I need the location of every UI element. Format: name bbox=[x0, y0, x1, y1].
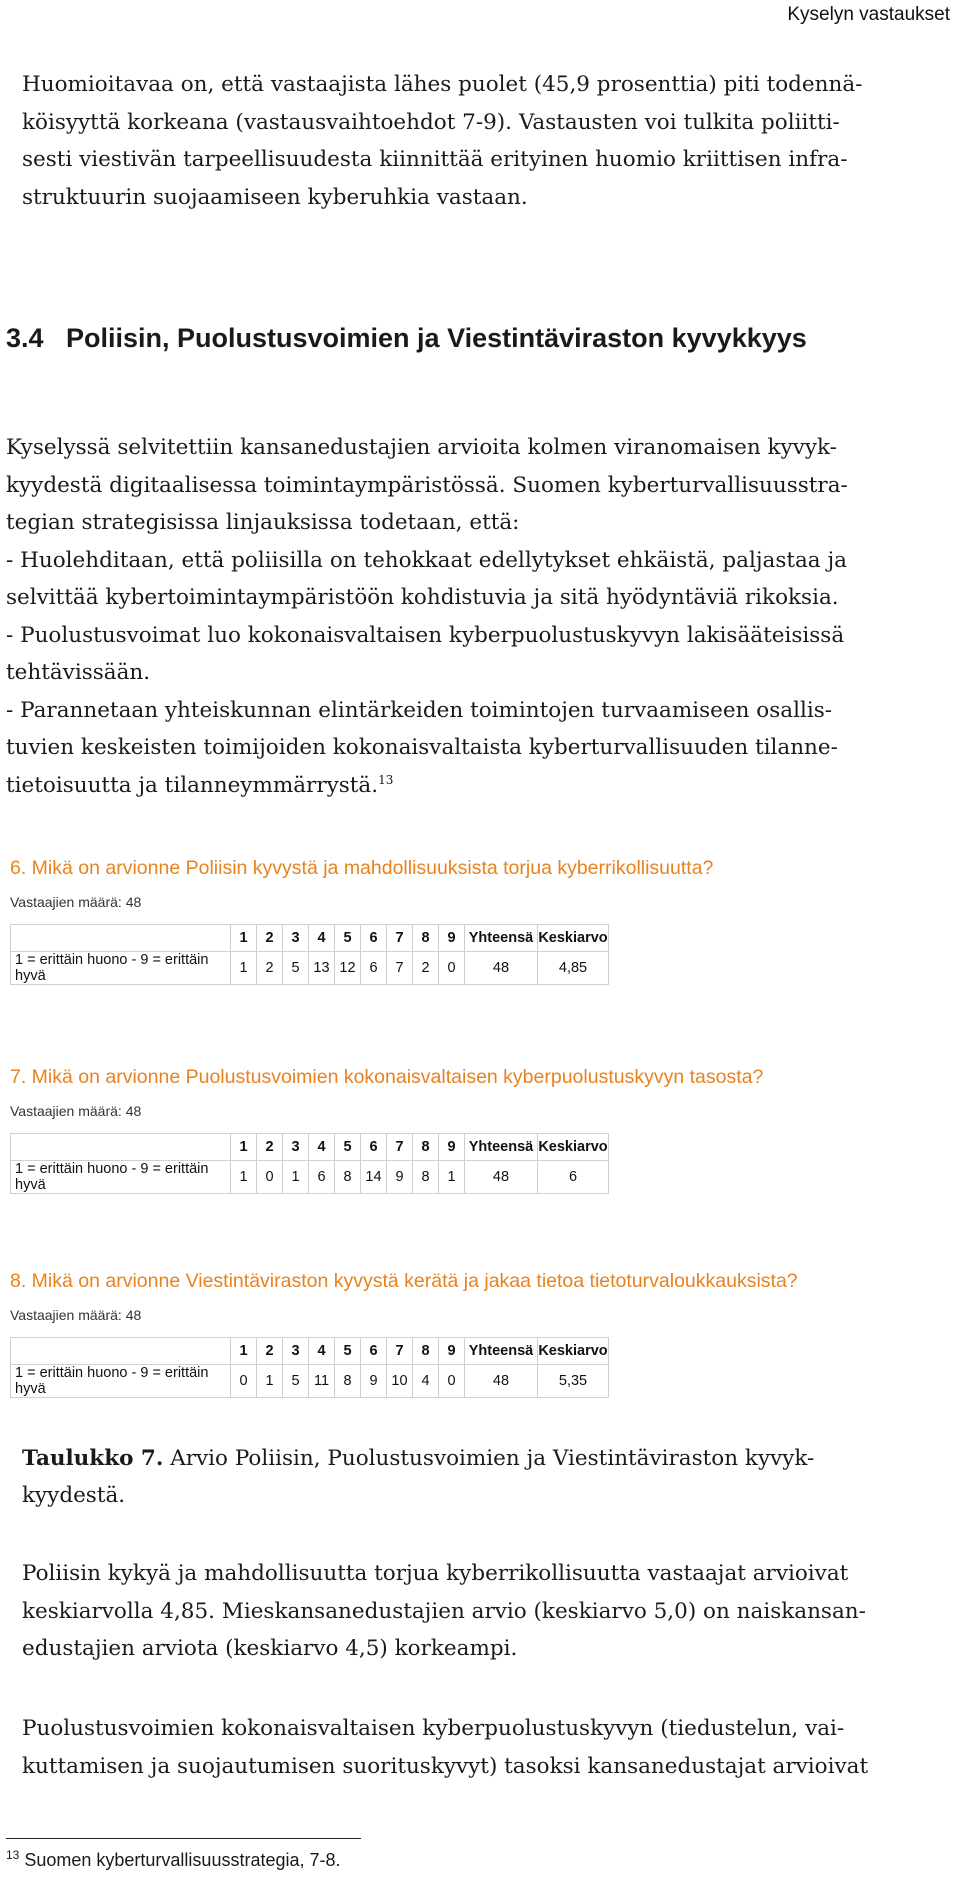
footnote-ref[interactable]: 13 bbox=[378, 772, 394, 787]
table-cell: 14 bbox=[361, 1161, 387, 1194]
header-cell-mean: Keskiarvo bbox=[538, 1338, 609, 1365]
text-line: sesti viestivän tarpeellisuudesta kiinnittää erityinen huomio kriittisen infra- bbox=[22, 147, 848, 172]
table-cell-total: 48 bbox=[465, 952, 538, 985]
header-cell-total: Yhteensä bbox=[465, 925, 538, 952]
table-cell: 8 bbox=[413, 1161, 439, 1194]
intro-paragraph bbox=[22, 66, 940, 216]
table-cell: 6 bbox=[309, 1161, 335, 1194]
text-line: struktuurin suojaamiseen kyberuhkia vastaan. bbox=[22, 184, 528, 210]
header-cell: 9 bbox=[439, 1338, 465, 1365]
header-cell: 2 bbox=[257, 925, 283, 952]
table-cell: 0 bbox=[439, 1365, 465, 1398]
header-cell: 2 bbox=[257, 1134, 283, 1161]
header-cell: 7 bbox=[387, 1338, 413, 1365]
text-line: tegian strategisissa linjauksissa todetaan, että: bbox=[6, 510, 520, 535]
header-cell: 7 bbox=[387, 925, 413, 952]
table-cell: 1 bbox=[231, 1161, 257, 1194]
row-label: 1 = erittäin huono - 9 = erittäin hyvä bbox=[11, 952, 231, 985]
header-cell-total: Yhteensä bbox=[465, 1338, 538, 1365]
police-paragraph bbox=[22, 1555, 940, 1668]
table-cell: 8 bbox=[335, 1161, 361, 1194]
header-cell: 6 bbox=[361, 1338, 387, 1365]
header-cell: 3 bbox=[283, 1338, 309, 1365]
table-caption bbox=[22, 1440, 940, 1514]
table-cell: 0 bbox=[231, 1365, 257, 1398]
table-header-row bbox=[11, 1134, 609, 1161]
header-cell-total: Yhteensä bbox=[465, 1134, 538, 1161]
caption-line bbox=[22, 1440, 940, 1477]
results-table bbox=[10, 1337, 609, 1398]
respondent-count: Vastaajien määrä: 48 bbox=[10, 1103, 142, 1119]
table-cell-mean: 5,35 bbox=[538, 1365, 609, 1398]
text-line: Poliisin kykyä ja mahdollisuutta torjua kyberrikollisuutta vastaajat arvioivat bbox=[22, 1561, 849, 1586]
section-paragraph bbox=[6, 429, 940, 804]
text-line: - Puolustusvoimat luo kokonaisvaltaisen kyberpuolustuskyvyn lakisääteisissä bbox=[6, 622, 845, 648]
table-cell: 5 bbox=[283, 952, 309, 985]
table-cell: 1 bbox=[257, 1365, 283, 1398]
table-cell: 12 bbox=[335, 952, 361, 985]
survey-question-title: 6. Mikä on arvionne Poliisin kyvystä ja mahdollisuuksista torjua kyberrikollisuutta? bbox=[10, 857, 714, 879]
header-cell-blank bbox=[11, 1338, 231, 1365]
header-cell: 5 bbox=[335, 1134, 361, 1161]
header-cell: 8 bbox=[413, 925, 439, 952]
table-cell: 10 bbox=[387, 1365, 413, 1398]
header-cell: 9 bbox=[439, 925, 465, 952]
header-cell: 6 bbox=[361, 925, 387, 952]
table-cell: 9 bbox=[387, 1161, 413, 1194]
results-table bbox=[10, 1133, 609, 1194]
table-cell: 9 bbox=[361, 1365, 387, 1398]
text-line: tehtävissään. bbox=[6, 660, 151, 685]
header-cell: 5 bbox=[335, 1338, 361, 1365]
section-heading bbox=[6, 323, 807, 354]
footnote bbox=[6, 1850, 341, 1871]
table-header-row bbox=[11, 1338, 609, 1365]
table-cell-total: 48 bbox=[465, 1161, 538, 1194]
header-cell: 1 bbox=[231, 1338, 257, 1365]
table-cell: 5 bbox=[283, 1365, 309, 1398]
table-cell: 1 bbox=[439, 1161, 465, 1194]
header-cell: 8 bbox=[413, 1338, 439, 1365]
text-line: kuttamisen ja suojautumisen suorituskyvyt) tasoksi kansanedustajat arvioivat bbox=[22, 1753, 869, 1779]
header-cell: 8 bbox=[413, 1134, 439, 1161]
header-cell: 3 bbox=[283, 1134, 309, 1161]
header-cell: 9 bbox=[439, 1134, 465, 1161]
text-line: Puolustusvoimien kokonaisvaltaisen kyberpuolustuskyvyn (tiedustelun, vai- bbox=[22, 1716, 845, 1741]
table-cell: 11 bbox=[309, 1365, 335, 1398]
footnote-number: 13 bbox=[6, 1848, 20, 1862]
header-cell: 4 bbox=[309, 925, 335, 952]
table-row bbox=[11, 1161, 609, 1194]
table-header-row bbox=[11, 925, 609, 952]
table-cell: 13 bbox=[309, 952, 335, 985]
caption-text: Arvio Poliisin, Puolustusvoimien ja Viestintäviraston kyvyk- bbox=[163, 1446, 815, 1471]
header-cell: 7 bbox=[387, 1134, 413, 1161]
survey-question-title: 7. Mikä on arvionne Puolustusvoimien kokonaisvaltaisen kyberpuolustuskyvyn tasosta? bbox=[10, 1066, 764, 1088]
defence-paragraph bbox=[22, 1710, 940, 1785]
survey-question-6 bbox=[10, 857, 714, 985]
table-cell-mean: 6 bbox=[538, 1161, 609, 1194]
table-row bbox=[11, 1365, 609, 1398]
row-label: 1 = erittäin huono - 9 = erittäin hyvä bbox=[11, 1365, 231, 1398]
text-line bbox=[6, 767, 940, 805]
text-line: Kyselyssä selvitettiin kansanedustajien arvioita kolmen viranomaisen kyvyk- bbox=[6, 435, 837, 460]
footnote-divider bbox=[6, 1838, 361, 1839]
table-cell: 2 bbox=[413, 952, 439, 985]
table-cell: 8 bbox=[335, 1365, 361, 1398]
table-cell: 1 bbox=[231, 952, 257, 985]
text-line: edustajien arviota (keskiarvo 4,5) korkeampi. bbox=[22, 1636, 518, 1661]
section-number: 3.4 bbox=[6, 323, 44, 353]
section-title: Poliisin, Puolustusvoimien ja Viestintäviraston kyvykkyys bbox=[66, 323, 807, 353]
header-cell-mean: Keskiarvo bbox=[538, 925, 609, 952]
header-cell: 4 bbox=[309, 1338, 335, 1365]
header-cell-blank bbox=[11, 925, 231, 952]
header-cell: 3 bbox=[283, 925, 309, 952]
table-cell: 1 bbox=[283, 1161, 309, 1194]
text-line: tuvien keskeisten toimijoiden kokonaisvaltaista kyberturvallisuuden tilanne- bbox=[6, 735, 838, 760]
table-row bbox=[11, 952, 609, 985]
text-line: - Huolehditaan, että poliisilla on tehokkaat edellytykset ehkäistä, paljastaa ja bbox=[6, 547, 847, 573]
text-line: keskiarvolla 4,85. Mieskansanedustajien arvio (keskiarvo 5,0) on naiskansan- bbox=[22, 1598, 866, 1624]
caption-line: kyydestä. bbox=[22, 1483, 126, 1508]
footnote-text: Suomen kyberturvallisuusstrategia, 7-8. bbox=[19, 1850, 341, 1870]
survey-question-title: 8. Mikä on arvionne Viestintäviraston kyvystä kerätä ja jakaa tietoa tietoturvaloukkauksista? bbox=[10, 1270, 798, 1292]
table-cell-total: 48 bbox=[465, 1365, 538, 1398]
header-cell-mean: Keskiarvo bbox=[538, 1134, 609, 1161]
table-cell: 0 bbox=[439, 952, 465, 985]
header-cell: 4 bbox=[309, 1134, 335, 1161]
text-line: köisyyttä korkeana (vastausvaihtoehdot 7-9). Vastausten voi tulkita poliitti- bbox=[22, 109, 840, 135]
respondent-count: Vastaajien määrä: 48 bbox=[10, 894, 142, 910]
header-cell-blank bbox=[11, 1134, 231, 1161]
header-cell: 6 bbox=[361, 1134, 387, 1161]
survey-question-7 bbox=[10, 1066, 764, 1194]
table-cell-mean: 4,85 bbox=[538, 952, 609, 985]
caption-label: Taulukko 7. bbox=[22, 1446, 164, 1471]
table-cell: 0 bbox=[257, 1161, 283, 1194]
table-cell: 2 bbox=[257, 952, 283, 985]
header-cell: 1 bbox=[231, 1134, 257, 1161]
text-line: selvittää kybertoimintaympäristöön kohdistuvia ja sitä hyödyntäviä rikoksia. bbox=[6, 585, 839, 610]
respondent-count: Vastaajien määrä: 48 bbox=[10, 1307, 142, 1323]
text-line: - Parannetaan yhteiskunnan elintärkeiden toimintojen turvaamiseen osallis- bbox=[6, 697, 832, 723]
survey-question-8 bbox=[10, 1270, 798, 1398]
header-cell: 5 bbox=[335, 925, 361, 952]
results-table bbox=[10, 924, 609, 985]
text-line: kyydestä digitaalisessa toimintaympäristössä. Suomen kyberturvallisuusstra- bbox=[6, 472, 848, 498]
header-cell: 1 bbox=[231, 925, 257, 952]
running-head: Kyselyn vastaukset bbox=[787, 4, 950, 25]
table-cell: 7 bbox=[387, 952, 413, 985]
table-cell: 6 bbox=[361, 952, 387, 985]
row-label: 1 = erittäin huono - 9 = erittäin hyvä bbox=[11, 1161, 231, 1194]
text-line-content: tietoisuutta ja tilanneymmärrystä. bbox=[6, 772, 379, 798]
text-line: Huomioitavaa on, että vastaajista lähes puolet (45,9 prosenttia) piti todennä- bbox=[22, 72, 863, 97]
table-cell: 4 bbox=[413, 1365, 439, 1398]
header-cell: 2 bbox=[257, 1338, 283, 1365]
